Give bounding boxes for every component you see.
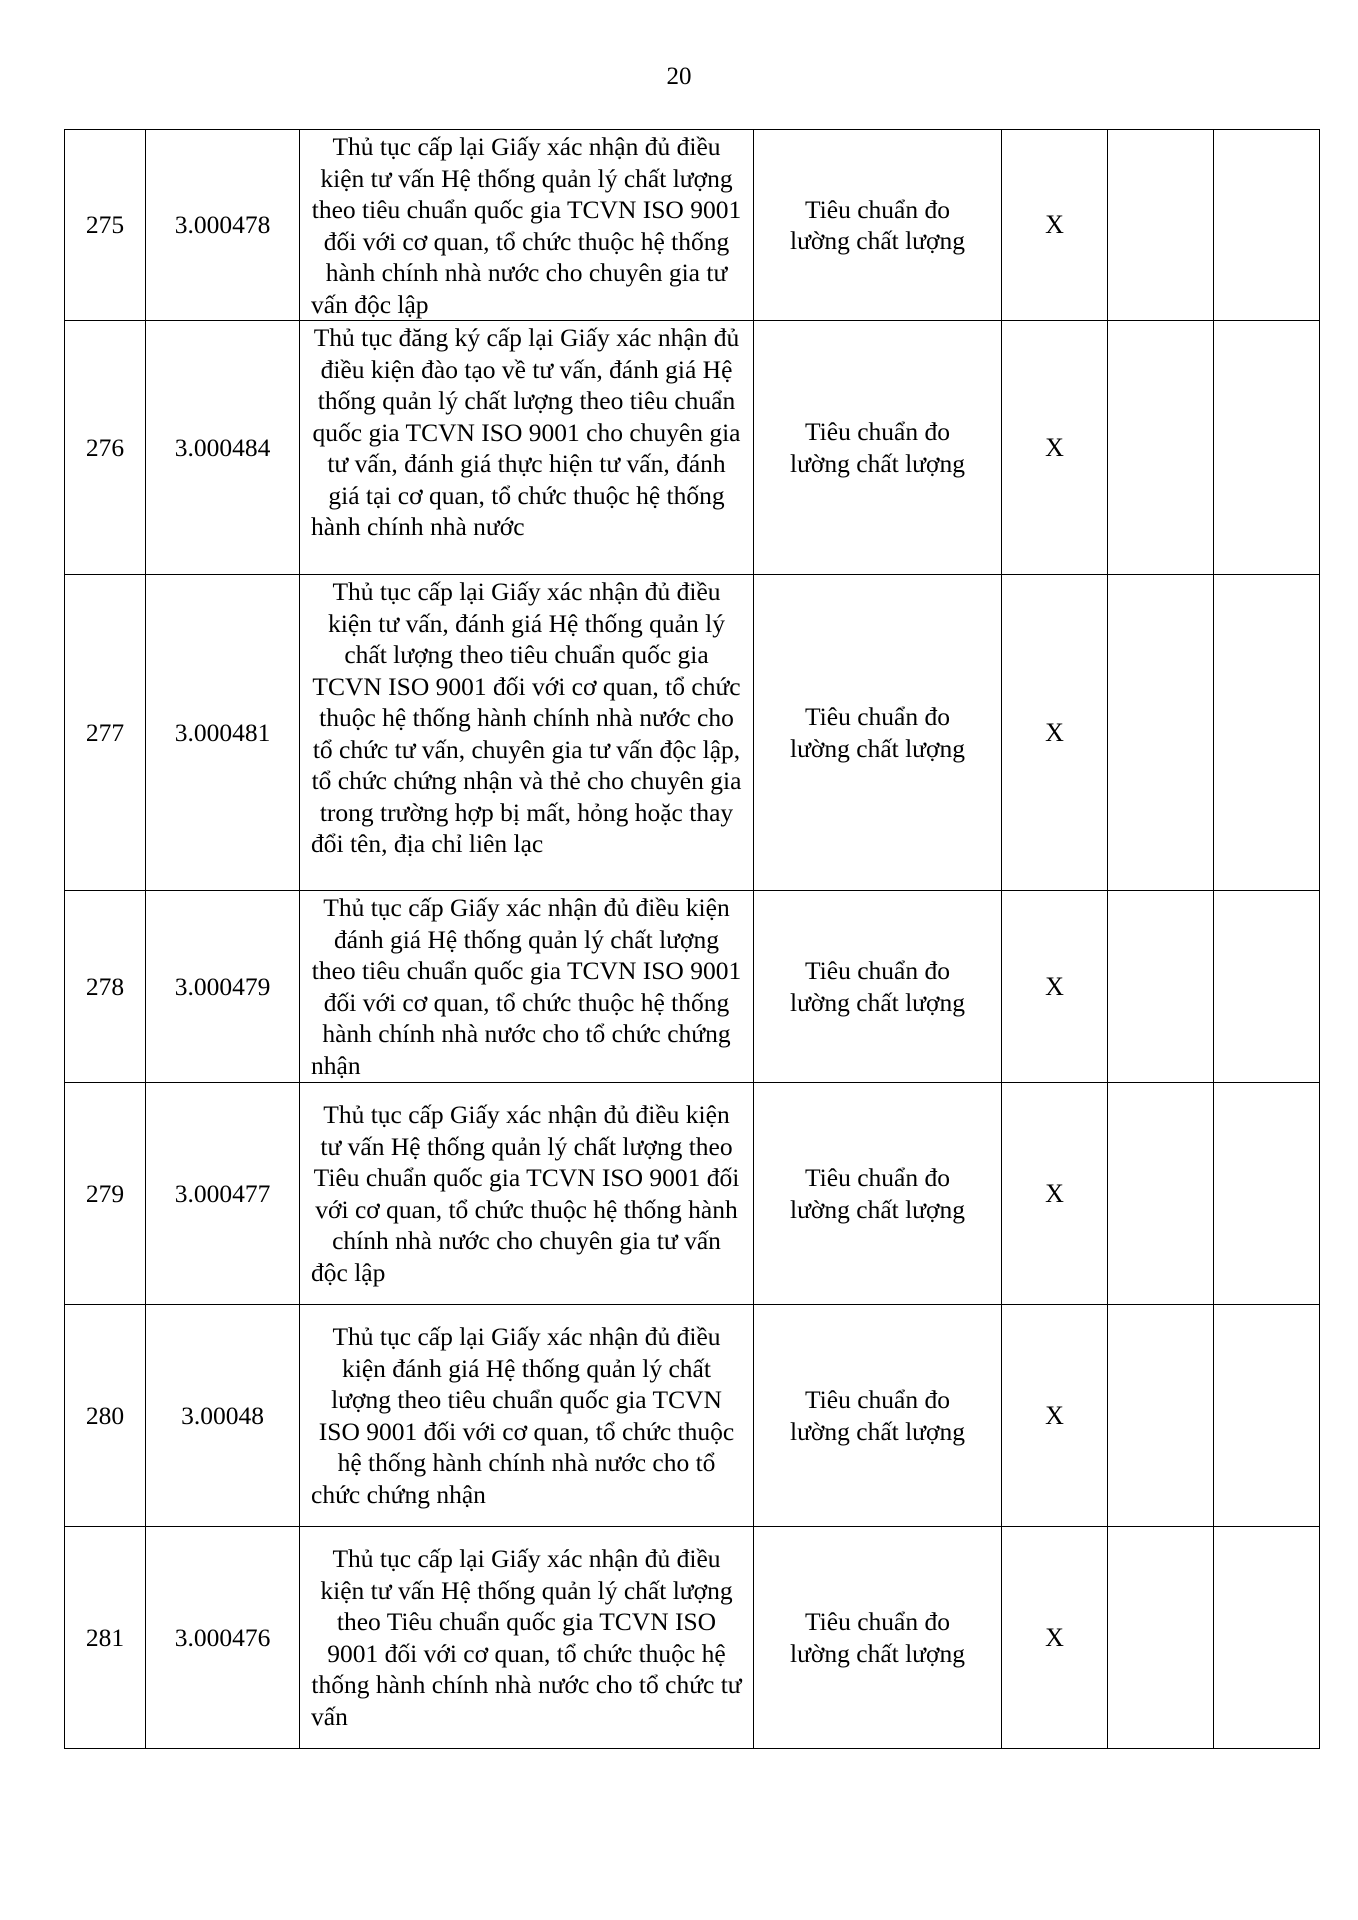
procedure-name: Thủ tục cấp lại Giấy xác nhận đủ điều kiện tư vấn Hệ thống quản lý chất lượng theo tiêu chuẩn quốc gia TCVN ISO 9001 đối với cơ quan, tổ chức thuộc hệ thống hành chính nhà nước cho chuyên gia tư vấn độc lập <box>300 130 754 321</box>
procedure-code: 3.000479 <box>146 891 300 1083</box>
page-number: 20 <box>666 63 692 90</box>
table-row <box>65 891 1320 1083</box>
procedure-name: Thủ tục cấp lại Giấy xác nhận đủ điều kiện đánh giá Hệ thống quản lý chất lượng theo tiêu chuẩn quốc gia TCVN ISO 9001 đối với cơ quan, tổ chức thuộc hệ thống hành chính nhà nước cho tổ chức chứng nhận <box>300 1305 754 1527</box>
row-number: 280 <box>65 1305 146 1527</box>
table-row <box>65 1083 1320 1305</box>
procedures-table <box>64 129 1320 1749</box>
row-number: 275 <box>65 130 146 321</box>
procedure-field: Tiêu chuẩn đo lường chất lượng <box>754 130 1002 321</box>
empty-cell <box>1108 130 1214 321</box>
check-mark: X <box>1002 1527 1108 1749</box>
procedure-field: Tiêu chuẩn đo lường chất lượng <box>754 575 1002 891</box>
empty-cell <box>1108 1305 1214 1527</box>
check-mark: X <box>1002 891 1108 1083</box>
empty-cell <box>1214 891 1320 1083</box>
table-row <box>65 1305 1320 1527</box>
procedure-field: Tiêu chuẩn đo lường chất lượng <box>754 1527 1002 1749</box>
procedure-field: Tiêu chuẩn đo lường chất lượng <box>754 321 1002 575</box>
row-number: 281 <box>65 1527 146 1749</box>
table-row <box>65 1527 1320 1749</box>
empty-cell <box>1214 1305 1320 1527</box>
procedure-code: 3.00048 <box>146 1305 300 1527</box>
procedure-code: 3.000476 <box>146 1527 300 1749</box>
procedure-field: Tiêu chuẩn đo lường chất lượng <box>754 1083 1002 1305</box>
row-number: 278 <box>65 891 146 1083</box>
procedure-code: 3.000477 <box>146 1083 300 1305</box>
procedure-name: Thủ tục cấp lại Giấy xác nhận đủ điều kiện tư vấn, đánh giá Hệ thống quản lý chất lượng theo tiêu chuẩn quốc gia TCVN ISO 9001 đối với cơ quan, tổ chức thuộc hệ thống hành chính nhà nước cho tổ chức tư vấn, chuyên gia tư vấn độc lập, tổ chức chứng nhận và thẻ cho chuyên gia trong trường hợp bị mất, hỏng hoặc thay đổi tên, địa chỉ liên lạc <box>300 575 754 891</box>
empty-cell <box>1214 321 1320 575</box>
check-mark: X <box>1002 575 1108 891</box>
empty-cell <box>1108 1083 1214 1305</box>
check-mark: X <box>1002 1083 1108 1305</box>
empty-cell <box>1214 1083 1320 1305</box>
empty-cell <box>1214 1527 1320 1749</box>
procedure-name: Thủ tục cấp Giấy xác nhận đủ điều kiện đánh giá Hệ thống quản lý chất lượng theo tiêu chuẩn quốc gia TCVN ISO 9001 đối với cơ quan, tổ chức thuộc hệ thống hành chính nhà nước cho tổ chức chứng nhận <box>300 891 754 1083</box>
procedure-name: Thủ tục cấp lại Giấy xác nhận đủ điều kiện tư vấn Hệ thống quản lý chất lượng theo Tiêu chuẩn quốc gia TCVN ISO 9001 đối với cơ quan, tổ chức thuộc hệ thống hành chính nhà nước cho tổ chức tư vấn <box>300 1527 754 1749</box>
procedure-field: Tiêu chuẩn đo lường chất lượng <box>754 1305 1002 1527</box>
empty-cell <box>1108 891 1214 1083</box>
empty-cell <box>1108 321 1214 575</box>
empty-cell <box>1214 575 1320 891</box>
check-mark: X <box>1002 1305 1108 1527</box>
empty-cell <box>1214 130 1320 321</box>
procedure-name: Thủ tục đăng ký cấp lại Giấy xác nhận đủ điều kiện đào tạo về tư vấn, đánh giá Hệ thống quản lý chất lượng theo tiêu chuẩn quốc gia TCVN ISO 9001 cho chuyên gia tư vấn, đánh giá thực hiện tư vấn, đánh giá tại cơ quan, tổ chức thuộc hệ thống hành chính nhà nước <box>300 321 754 575</box>
empty-cell <box>1108 575 1214 891</box>
procedure-code: 3.000478 <box>146 130 300 321</box>
table-row <box>65 575 1320 891</box>
procedure-name: Thủ tục cấp Giấy xác nhận đủ điều kiện tư vấn Hệ thống quản lý chất lượng theo Tiêu chuẩn quốc gia TCVN ISO 9001 đối với cơ quan, tổ chức thuộc hệ thống hành chính nhà nước cho chuyên gia tư vấn độc lập <box>300 1083 754 1305</box>
procedure-code: 3.000484 <box>146 321 300 575</box>
empty-cell <box>1108 1527 1214 1749</box>
table-row <box>65 130 1320 321</box>
row-number: 276 <box>65 321 146 575</box>
check-mark: X <box>1002 321 1108 575</box>
check-mark: X <box>1002 130 1108 321</box>
row-number: 277 <box>65 575 146 891</box>
row-number: 279 <box>65 1083 146 1305</box>
procedure-field: Tiêu chuẩn đo lường chất lượng <box>754 891 1002 1083</box>
procedure-code: 3.000481 <box>146 575 300 891</box>
table-row <box>65 321 1320 575</box>
